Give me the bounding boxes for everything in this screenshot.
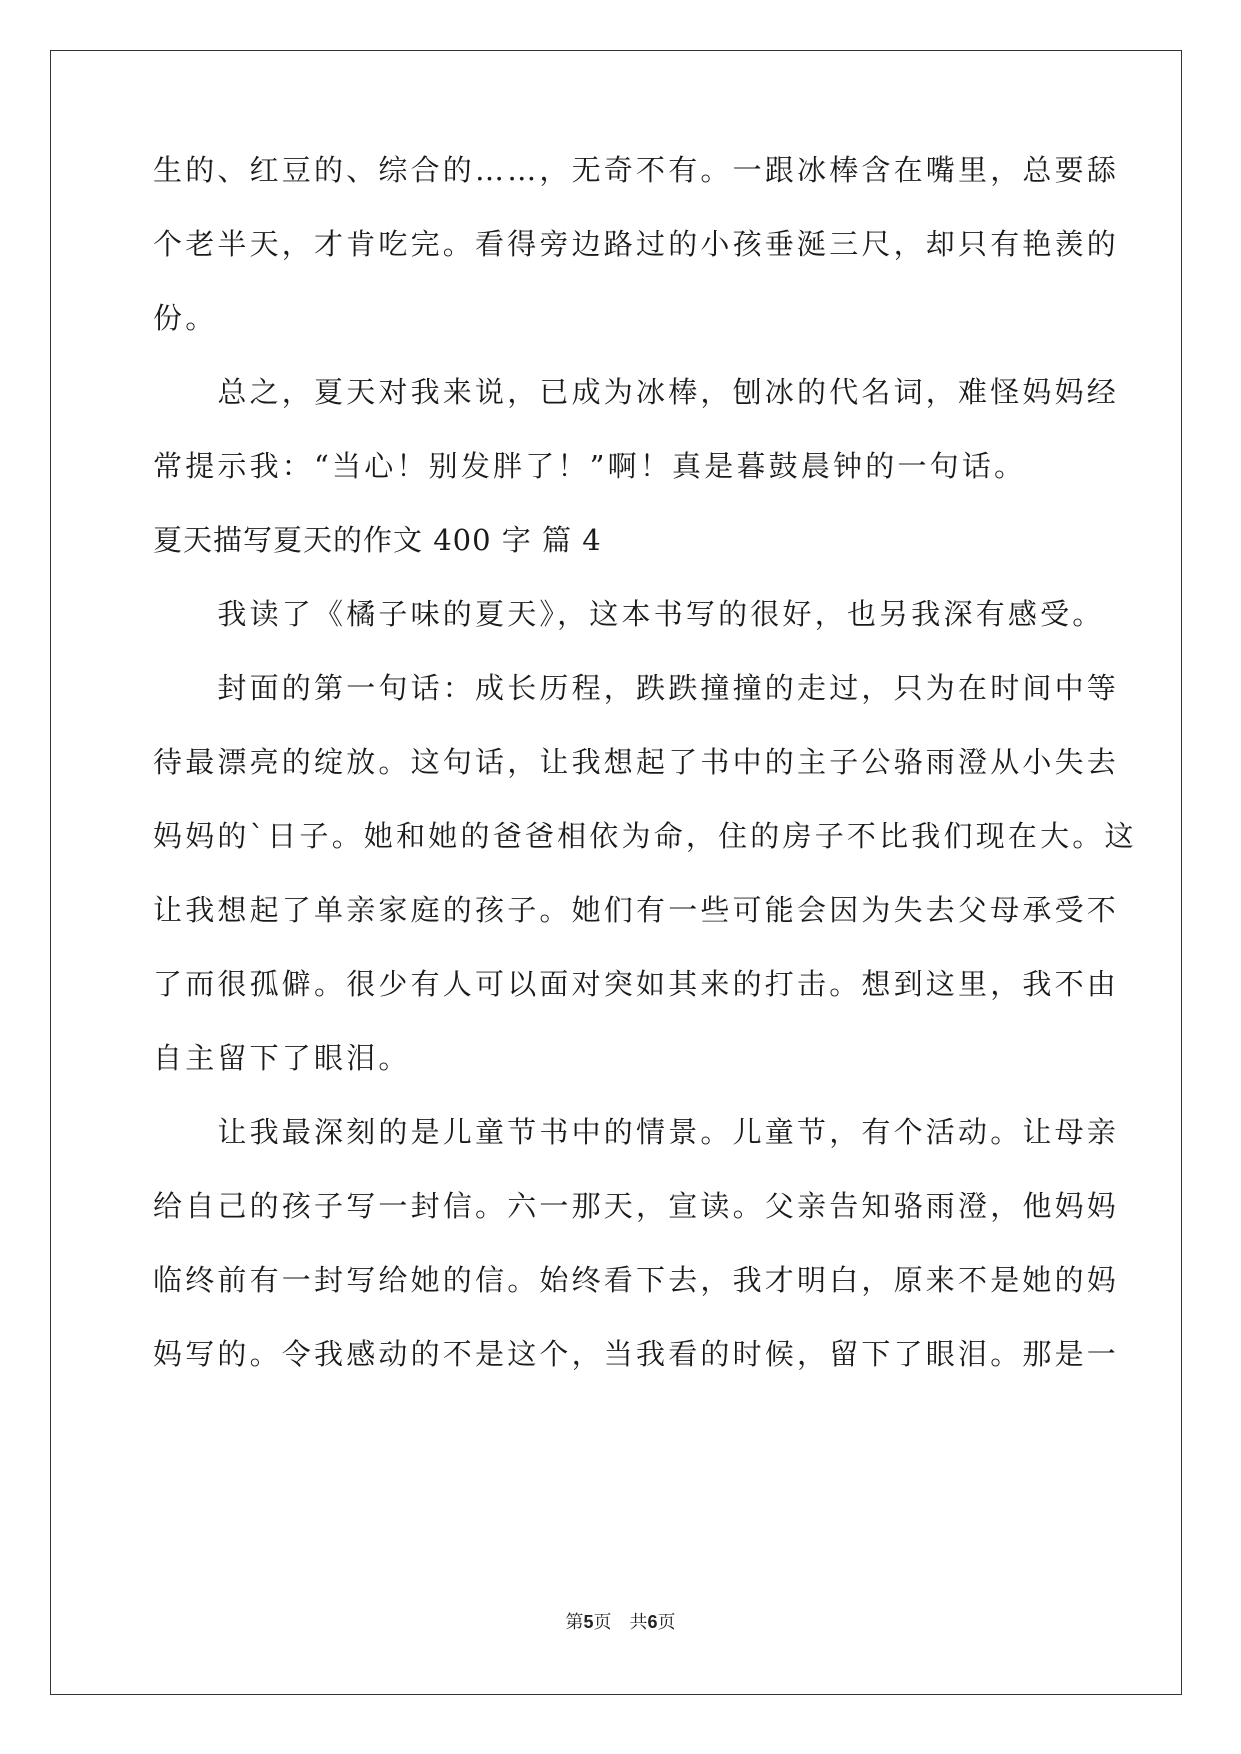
text-line: 给自己的孩子写一封信。六一那天，宣读。父亲告知骆雨澄，他妈妈 bbox=[153, 1189, 1120, 1223]
text-line: 让我想起了单亲家庭的孩子。她们有一些可能会因为失去父母承受不 bbox=[153, 893, 1120, 927]
total-suffix: 页 bbox=[657, 1612, 676, 1633]
text-line: 个老半天，才肯吃完。看得旁边路过的小孩垂涎三尺，却只有艳羡的 bbox=[153, 227, 1120, 261]
text-line: 生的、红豆的、综合的……，无奇不有。一跟冰棒含在嘴里，总要舔 bbox=[153, 153, 1120, 187]
text-line: 妈写的。令我感动的不是这个，当我看的时候，留下了眼泪。那是一 bbox=[153, 1337, 1120, 1371]
text-line: 常提示我：“当心！别发胖了！”啊！真是暮鼓晨钟的一句话。 bbox=[153, 449, 1027, 483]
page-footer bbox=[0, 1610, 1241, 1635]
text-line: 自主留下了眼泪。 bbox=[153, 1041, 411, 1075]
text-line: 临终前有一封写给她的信。始终看下去，我才明白，原来不是她的妈 bbox=[153, 1263, 1120, 1297]
total-prefix: 共 bbox=[629, 1612, 648, 1633]
text-line: 待最漂亮的绽放。这句话，让我想起了书中的主子公骆雨澄从小失去 bbox=[153, 745, 1120, 779]
section-heading: 夏天描写夏天的作文 400 字 篇 4 bbox=[153, 523, 602, 557]
total-page-number: 6 bbox=[647, 1612, 658, 1632]
current-page-number: 5 bbox=[583, 1612, 594, 1632]
text-line: 让我最深刻的是儿童节书中的情景。儿童节，有个活动。让母亲 bbox=[153, 1115, 1120, 1149]
text-line: 我读了《橘子味的夏天》，这本书写的很好，也另我深有感受。 bbox=[153, 597, 1105, 631]
text-line: 妈妈的`日子。她和她的爸爸相依为命，住的房子不比我们现在大。这 bbox=[153, 819, 1137, 853]
page-prefix: 第 bbox=[565, 1612, 584, 1633]
text-line: 总之，夏天对我来说，已成为冰棒，刨冰的代名词，难怪妈妈经 bbox=[153, 375, 1120, 409]
page-suffix: 页 bbox=[593, 1612, 612, 1633]
text-line: 份。 bbox=[153, 301, 218, 335]
page-border bbox=[50, 50, 1182, 1695]
text-line: 了而很孤僻。很少有人可以面对突如其来的打击。想到这里，我不由 bbox=[153, 967, 1120, 1001]
text-line: 封面的第一句话：成长历程，跌跌撞撞的走过，只为在时间中等 bbox=[153, 671, 1120, 705]
